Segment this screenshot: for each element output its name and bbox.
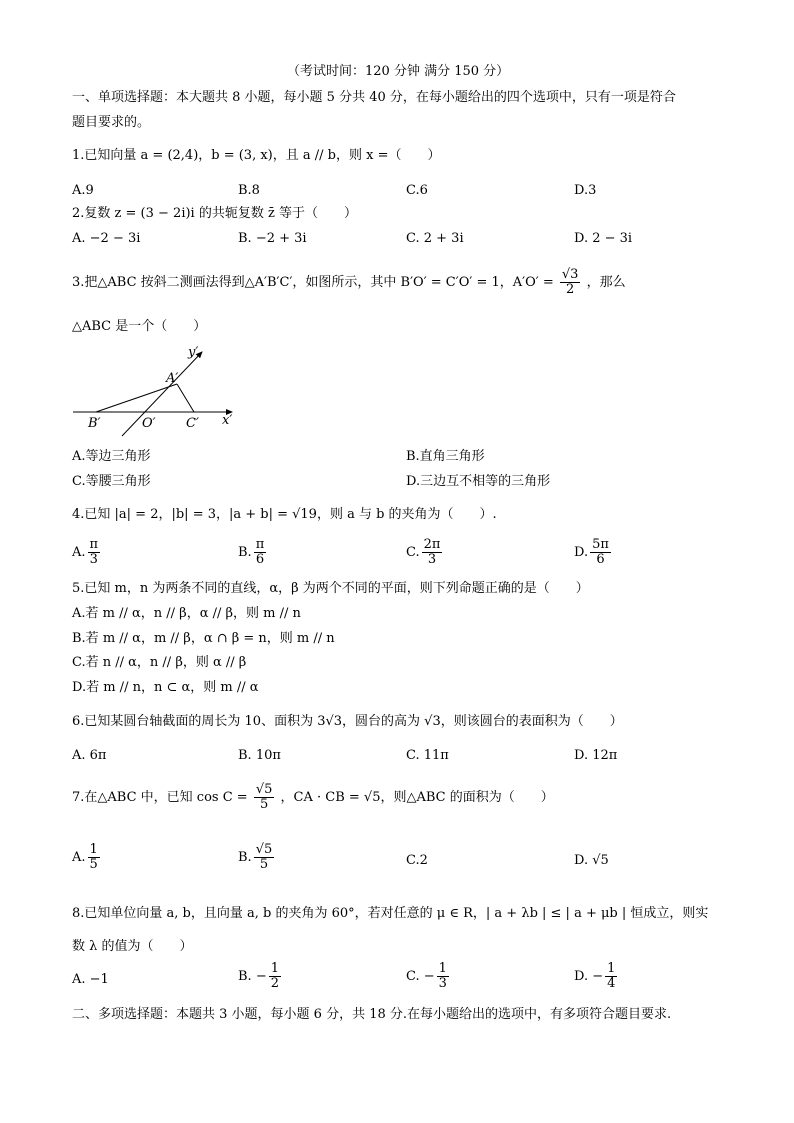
- q8-option-c: C. − $\frac{1}{3}$: [406, 961, 447, 991]
- q3-option-d: D.三边互不相等的三角形: [406, 474, 551, 489]
- q6-option-b: B. 10π: [238, 748, 281, 763]
- section2-heading: 二、多项选择题：本题共 3 小题，每小题 6 分，共 18 分.在每小题给出的选项中，有多项符合题目要求.: [72, 1007, 672, 1022]
- q3-option-c: C.等腰三角形: [72, 474, 151, 489]
- label-x: x′: [222, 413, 233, 428]
- label-y: y′: [188, 345, 199, 360]
- q4-stem: 4.已知 |a| = 2，|b| = 3，|a + b| = √19，则 a 与 b 的夹角为（ ）.: [72, 507, 497, 522]
- q5-option-a: A.若 m // α，n // β，α // β，则 m // n: [72, 606, 301, 621]
- q2-option-a: A. −2 − 3i: [72, 231, 141, 246]
- q5-option-d: D.若 m // n，n ⊂ α，则 m // α: [72, 680, 259, 695]
- q6-option-c: C. 11π: [406, 748, 449, 763]
- q3-fraction: $\frac{√3}{2}$: [561, 267, 579, 297]
- q5-stem: 5.已知 m，n 为两条不同的直线，α，β 为两个不同的平面，则下列命题正确的是（ ）: [72, 581, 589, 596]
- q7-fraction: $\frac{√5}{5}$: [255, 782, 273, 812]
- q1-option-d: D.3: [574, 183, 597, 198]
- q4-option-d: D. $\frac{5\pi}{6}$: [574, 537, 609, 567]
- q1-option-b: B.8: [238, 183, 260, 198]
- label-c: C′: [186, 416, 199, 431]
- q7-stem: 7.在△ABC 中，已知 cos C = $\frac{√5}{5}$ ，CA · CB = √5，则△ABC 的面积为（ ）: [72, 782, 554, 812]
- q4-option-b: B. $\frac{\pi}{6}$: [238, 537, 265, 567]
- q3-stem-line2: △ABC 是一个（ ）: [72, 319, 207, 334]
- q2-option-b: B. −2 + 3i: [238, 231, 307, 246]
- q4-option-c: C. $\frac{2\pi}{3}$: [406, 537, 441, 567]
- q1-option-c: C.6: [406, 183, 428, 198]
- q7-option-b: B. $\frac{√5}{5}$: [238, 842, 273, 872]
- label-o: O′: [142, 416, 156, 431]
- edge-ba: [96, 384, 177, 412]
- q8-stem-line1: 8.已知单位向量 a, b，且向量 a, b 的夹角为 60°，若对任意的 μ ∈ R，| a + λb | ≤ | a + μb | 恒成立，则实: [72, 906, 709, 921]
- edge-ac: [177, 384, 194, 412]
- section1-heading-line2: 题目要求的。: [72, 115, 151, 130]
- label-a: A′: [166, 371, 179, 386]
- q5-option-b: B.若 m // α，m // β，α ∩ β = n，则 m // n: [72, 631, 335, 646]
- q2-option-d: D. 2 − 3i: [574, 231, 633, 246]
- q6-stem: 6.已知某圆台轴截面的周长为 10、面积为 3√3，圆台的高为 √3，则该圆台的表面积为（ ）: [72, 714, 623, 729]
- q8-stem-line2: 数 λ 的值为（ ）: [72, 939, 193, 954]
- q2-option-c: C. 2 + 3i: [406, 231, 464, 246]
- q3-figure: [70, 340, 245, 440]
- q6-option-a: A. 6π: [72, 748, 107, 763]
- q2-stem: 2.复数 z = (3 − 2i)i 的共轭复数 z̄ 等于（ ）: [72, 206, 357, 221]
- q3-stem: 3.把△ABC 按斜二测画法得到△A′B′C′，如图所示，其中 B′O′ = C′O′ = 1，A′O′ = $\frac{√3}{2}$ ，那么: [72, 267, 626, 297]
- q3-option-b: B.直角三角形: [406, 449, 485, 464]
- q4-option-a: A. $\frac{\pi}{3}$: [72, 537, 99, 567]
- q8-option-d: D. − $\frac{1}{4}$: [574, 961, 616, 991]
- q3-option-a: A.等边三角形: [72, 449, 151, 464]
- q6-option-d: D. 12π: [574, 748, 618, 763]
- q8-option-b: B. − $\frac{1}{2}$: [238, 961, 279, 991]
- q7-option-c: C.2: [406, 853, 428, 868]
- q1-stem: 1.已知向量 a = (2,4)，b = (3, x)，且 a // b，则 x =（ ）: [72, 148, 441, 163]
- section1-heading-line1: 一、单项选择题：本大题共 8 小题，每小题 5 分共 40 分，在每小题给出的四个选项中，只有一项是符合: [72, 90, 676, 105]
- q1-option-a: A.9: [72, 183, 94, 198]
- q7-option-d: D. √5: [574, 853, 609, 868]
- q7-option-a: A. $\frac{1}{5}$: [72, 842, 98, 872]
- q5-option-c: C.若 n // α，n // β，则 α // β: [72, 655, 247, 670]
- label-b: B′: [88, 416, 101, 431]
- q8-option-a: A. −1: [72, 972, 109, 987]
- exam-time-header: （考试时间：120 分钟 满分 150 分）: [287, 64, 510, 79]
